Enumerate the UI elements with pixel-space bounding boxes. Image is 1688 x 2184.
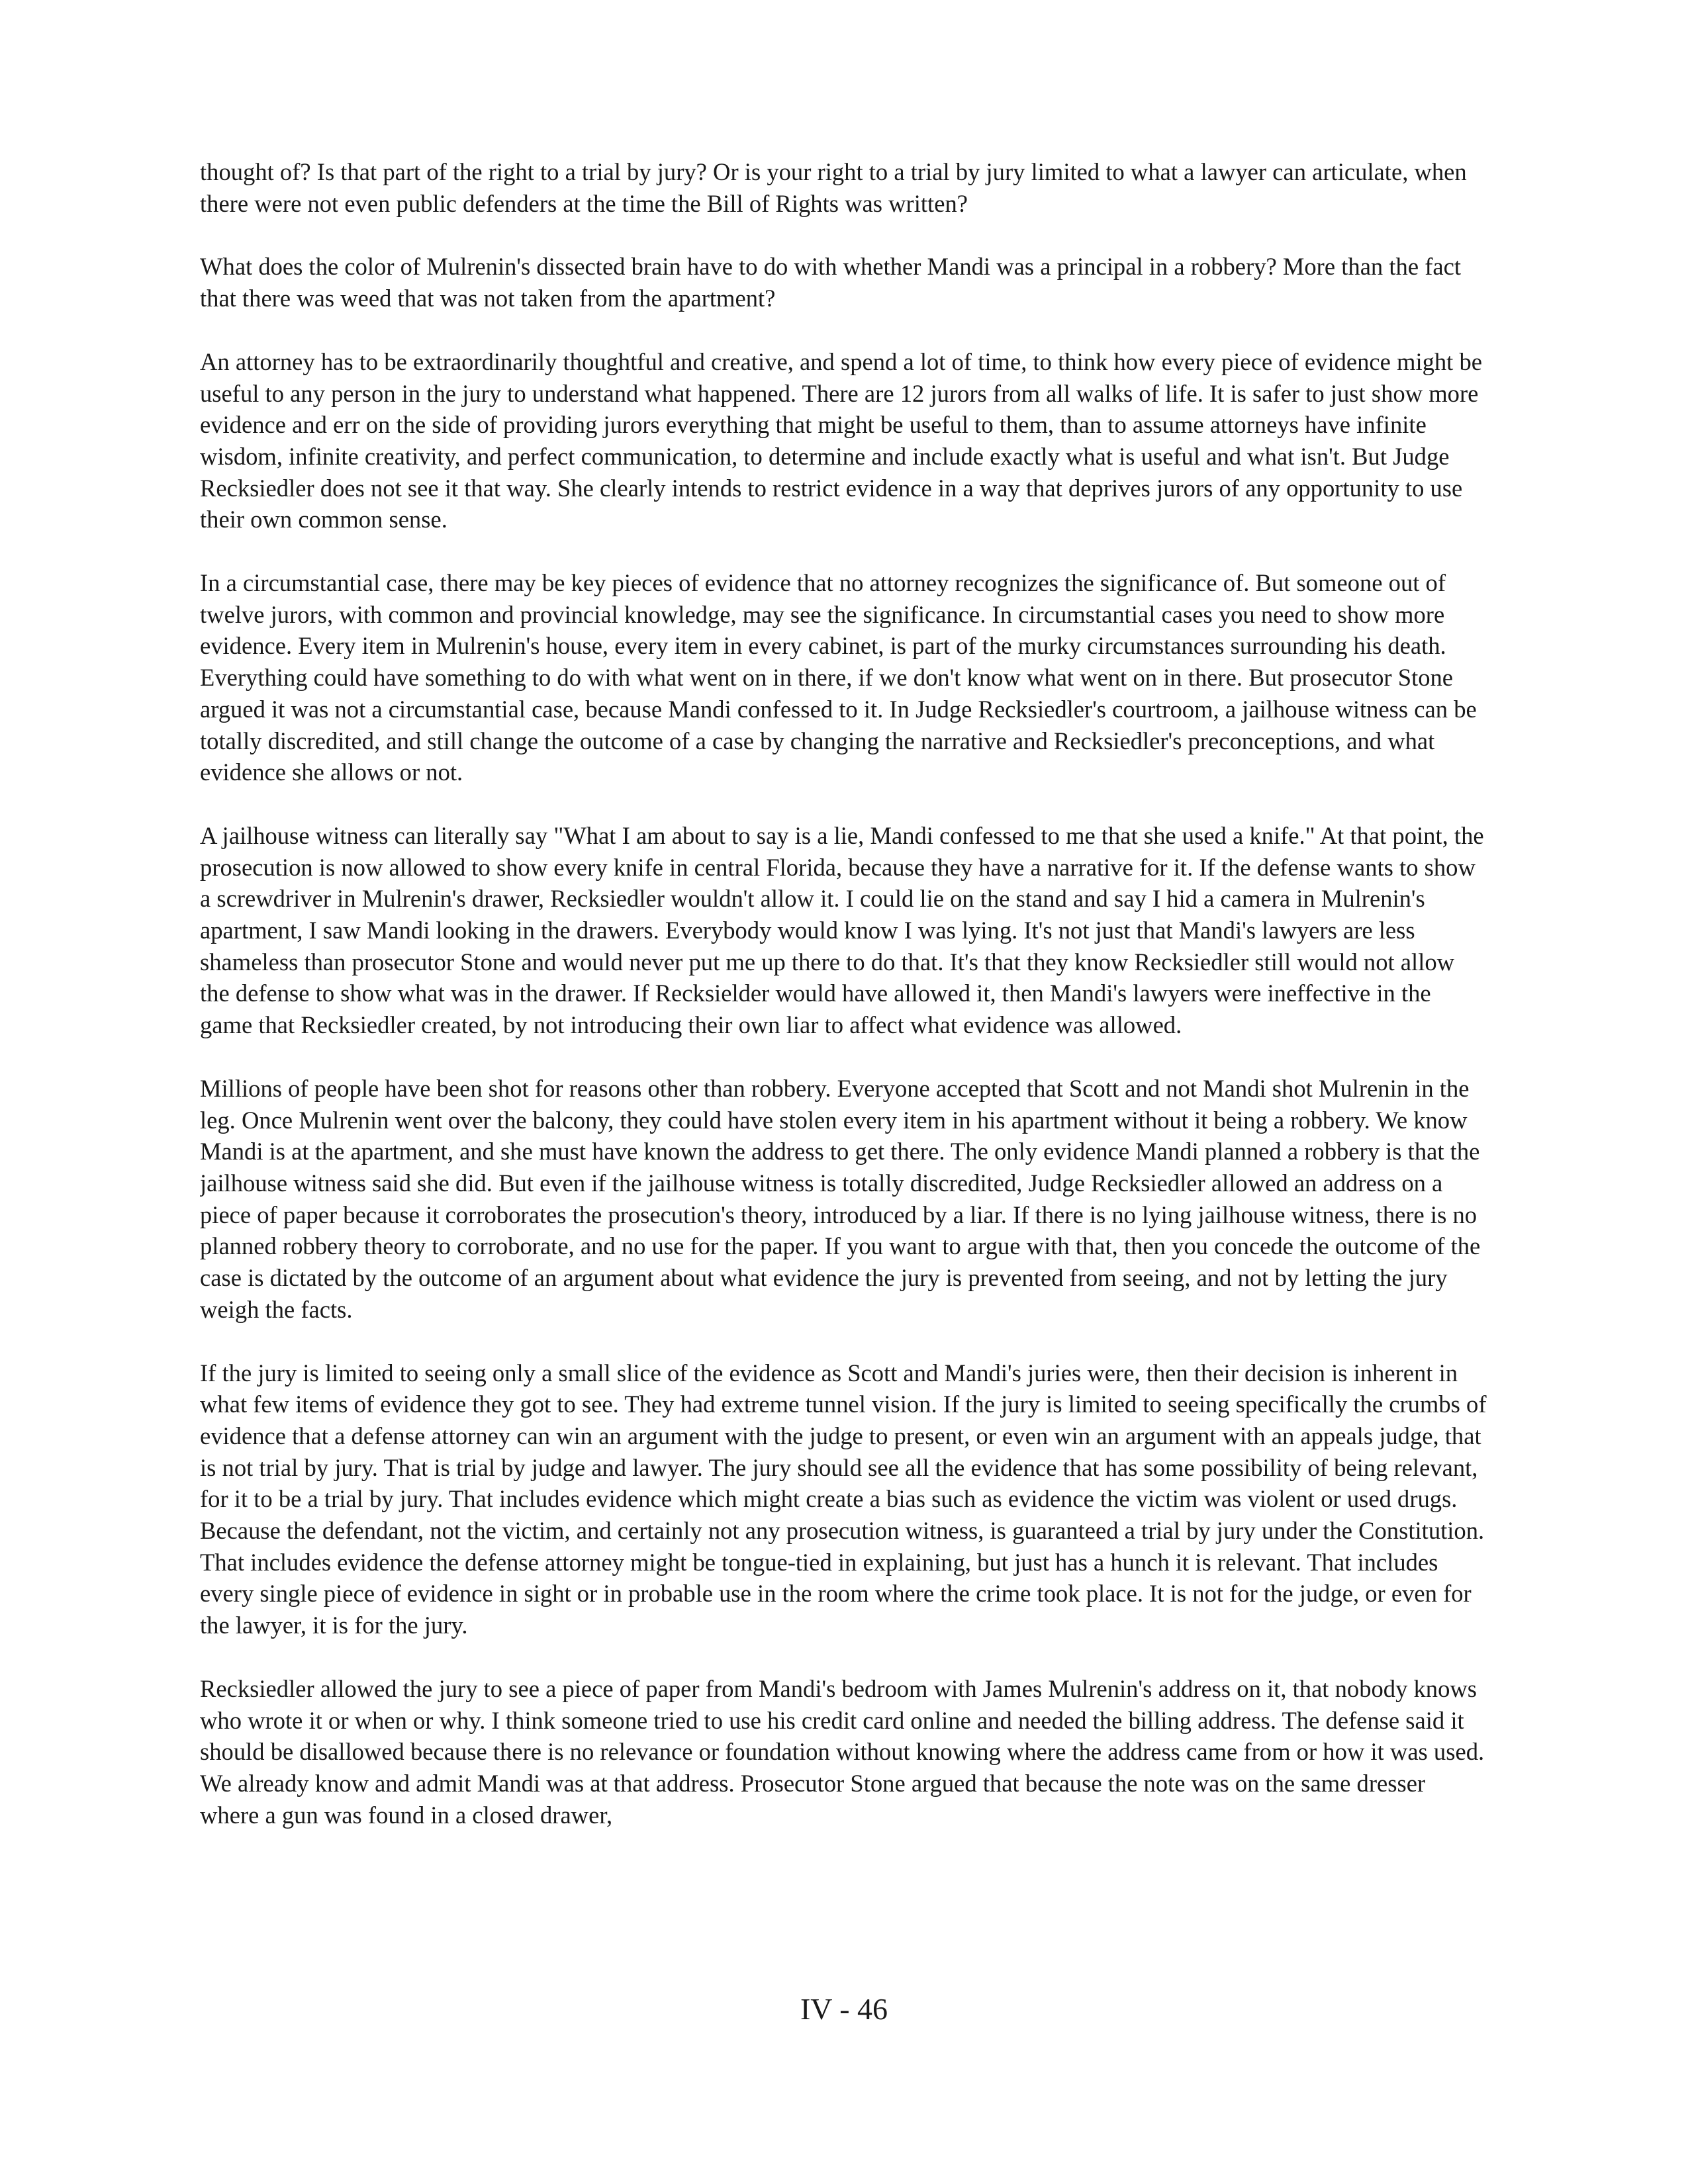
page-number: IV - 46 — [800, 1992, 888, 2026]
document-body — [200, 156, 1488, 1983]
paragraph-5: A jailhouse witness can literally say "What I am about to say is a lie, Mandi confessed to me that she used a knife." At that point, the prosecution is now allowed to show every knife in central Florida, because they have a narrative for it. If the defense wants to show a screwdriver in Mulrenin's drawer, Recksiedler wouldn't allow it. I could lie on the stand and say I hid a camera in Mulrenin's apartment, I saw Mandi looking in the drawers. Everybody would know I was lying. It's not just that Mandi's lawyers are less shameless than prosecutor Stone and would never put me up there to do that. It's that they know Recksiedler still would not allow the defense to show what was in the drawer. If Recksielder would have allowed it, then Mandi's lawyers were ineffective in the game that Recksiedler created, by not introducing their own liar to affect what evidence was allowed. — [200, 821, 1484, 1039]
paragraph-4: In a circumstantial case, there may be key pieces of evidence that no attorney recognizes the significance of. But someone out of twelve jurors, with common and provincial knowledge, may see the significance. In circumstantial cases you need to show more evidence. Every item in Mulrenin's house, every item in every cabinet, is part of the murky circumstances surrounding his death. Everything could have something to do with what went on in there, if we don't know what went on in there. But prosecutor Stone argued it was not a circumstantial case, because Mandi confessed to it. In Judge Recksiedler's courtroom, a jailhouse witness can be totally discredited, and still change the outcome of a case by changing the narrative and Recksiedler's preconceptions, and what evidence she allows or not. — [200, 569, 1477, 786]
paragraph-7: If the jury is limited to seeing only a small slice of the evidence as Scott and Mandi's juries were, then their decision is inherent in what few items of evidence they got to see. They had extreme tunnel vision. If the jury is limited to seeing specifically the crumbs of evidence that a defense attorney can win an argument with the judge to present, or even win an argument with an appeals judge, that is not trial by jury. That is trial by judge and lawyer. The jury should see all the evidence that has some possibility of being relevant, for it to be a trial by jury. That includes evidence which might create a bias such as evidence the victim was violent or used drugs. Because the defendant, not the victim, and certainly not any prosecution witness, is guaranteed a trial by jury under the Constitution. That includes evidence the defense attorney might be tongue-tied in explaining, but just has a hunch it is relevant. That includes every single piece of evidence in sight or in probable use in the room where the crime took place. It is not for the judge, or even for the lawyer, it is for the jury. — [200, 1359, 1487, 1639]
paragraph-2: What does the color of Mulrenin's dissected brain have to do with whether Mandi was a principal in a robbery? More than the fact that there was weed that was not taken from the apartment? — [200, 253, 1462, 312]
paragraph-6: Millions of people have been shot for reasons other than robbery. Everyone accepted that Scott and not Mandi shot Mulrenin in the leg. Once Mulrenin went over the balcony, they could have stolen every item in his apartment without it being a robbery. We know Mandi is at the apartment, and she must have known the address to get there. The only evidence Mandi planned a robbery is that the jailhouse witness said she did. But even if the jailhouse witness is totally discredited, Judge Recksiedler allowed an address on a piece of paper because it corroborates the prosecution's theory, introduced by a liar. If there is no lying jailhouse witness, there is no planned robbery theory to corroborate, and no use for the paper. If you want to argue with that, then you concede the outcome of the case is dictated by the outcome of an argument about what evidence the jury is prevented from seeing, and not by letting the jury weigh the facts. — [200, 1074, 1481, 1323]
paragraph-8: Recksiedler allowed the jury to see a piece of paper from Mandi's bedroom with James Mulrenin's address on it, that nobody knows who wrote it or when or why. I think someone tried to use his credit card online and needed the billing address. The defense said it should be disallowed because there is no relevance or foundation without knowing where the address came from or how it was used. We already know and admit Mandi was at that address. Prosecutor Stone argued that because the note was on the same dresser where a gun was found in a closed drawer, — [200, 1674, 1485, 1829]
paragraph-1: thought of? Is that part of the right to a trial by jury? Or is your right to a trial by jury limited to what a lawyer can articulate, when there were not even public defenders at the time the Bill of Rights was written? — [200, 158, 1467, 217]
paragraph-3: An attorney has to be extraordinarily thoughtful and creative, and spend a lot of time, to think how every piece of evidence might be useful to any person in the jury to understand what happened. There are 12 jurors from all walks of life. It is safer to just show more evidence and err on the side of providing jurors everything that might be useful to them, than to assume attorneys have infinite wisdom, infinite creativity, and perfect communication, to determine and include exactly what is useful and what isn't. But Judge Recksiedler does not see it that way. She clearly intends to restrict evidence in a way that deprives jurors of any opportunity to use their own common sense. — [200, 347, 1483, 533]
